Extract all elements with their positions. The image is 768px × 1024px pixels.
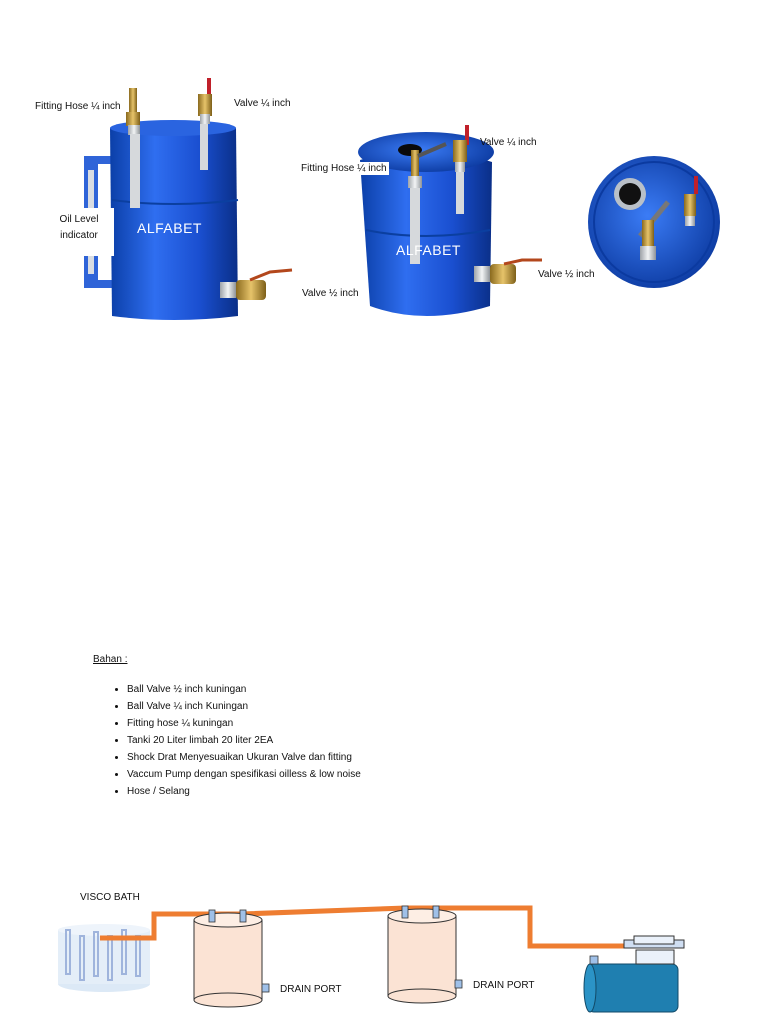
tank-1-bottom-valve-label: Valve ½ inch [302, 288, 359, 299]
list-item: • Vaccum Pump dengan spesifikasi oilless & low noise [127, 766, 513, 783]
list-item: • Tanki 20 Liter limbah 20 liter 2EA [127, 732, 513, 749]
waste-tank-1 [194, 910, 269, 1007]
drain-port-label-1: DRAIN PORT [280, 984, 342, 995]
system-diagram [0, 880, 768, 1024]
visco-bath [58, 924, 150, 992]
oil-level-line-2: indicator [60, 230, 98, 241]
visco-bath-label: VISCO BATH [80, 892, 140, 903]
materials-list [93, 681, 513, 800]
oil-level-line-1: Oil Level [59, 214, 99, 225]
tank-1-brand-text: ALFABET [137, 220, 202, 236]
tank-2-body [358, 132, 494, 316]
tank-1-top-valve-label: Valve ¼ inch [234, 98, 291, 109]
waste-tank-2 [388, 906, 462, 1003]
materials-section [93, 654, 513, 800]
tank-2-brand-text: ALFABET [396, 242, 461, 258]
list-item: • Ball Valve ½ inch kuningan [127, 681, 513, 698]
drain-port-label-2: DRAIN PORT [473, 980, 535, 991]
list-item: • Hose / Selang [127, 783, 513, 800]
list-item: • Shock Drat Menyesuaikan Ukuran Valve dan fitting [127, 749, 513, 766]
materials-title: Bahan : [93, 654, 128, 665]
tank-illustrations [0, 70, 768, 330]
list-item: • Ball Valve ¼ inch Kuningan [127, 698, 513, 715]
list-item: • Fitting hose ¼ kuningan [127, 715, 513, 732]
tank-lid-top-view [588, 156, 720, 288]
tank-2-top-valve-label: Valve ¼ inch [480, 137, 537, 148]
hose-line [100, 908, 624, 946]
tank-1-fitting-hose-label: Fitting Hose ¼ inch [35, 101, 121, 112]
tank-2-bottom-valve-label: Valve ½ inch [538, 269, 595, 280]
tank-2-fitting-hose-label: Fitting Hose ¼ inch [301, 163, 387, 174]
oil-level-indicator-label [44, 208, 114, 256]
